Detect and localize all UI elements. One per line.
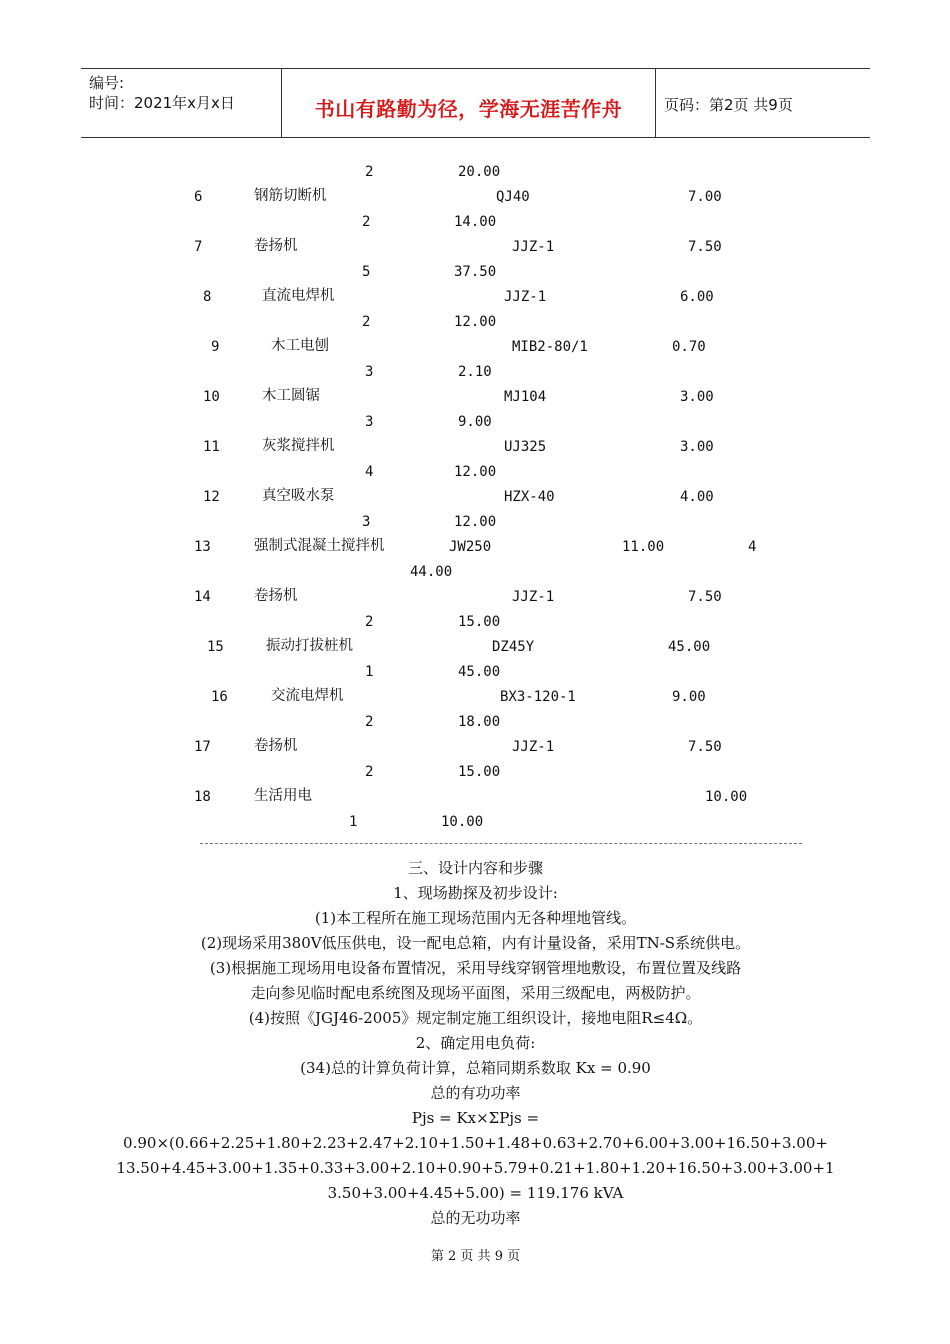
- row-power: 7.00: [688, 189, 722, 205]
- row-num: 14: [194, 589, 211, 605]
- formula-line: 3.50+3.00+4.45+5.00) = 119.176 kVA: [327, 1184, 624, 1202]
- row-total: 14.00: [454, 214, 497, 230]
- row-total: 2.10: [458, 364, 492, 380]
- row-num: 6: [194, 189, 203, 205]
- row-num: 9: [211, 339, 220, 355]
- row-num: 10: [203, 389, 220, 405]
- row-power: 45.00: [668, 639, 711, 655]
- row-qty: 2: [365, 164, 374, 180]
- paragraph: (34)总的计算负荷计算，总箱同期系数取 Kx = 0.90: [300, 1059, 651, 1077]
- row-qty: 2: [365, 714, 374, 730]
- row-total: 20.00: [458, 164, 501, 180]
- paragraph: (2)现场采用380V低压供电，设一配电总箱，内有计量设备，采用TN-S系统供电。: [200, 934, 751, 952]
- row-qty: 1: [365, 664, 374, 680]
- row-model: DZ45Y: [492, 639, 535, 655]
- row-total: 12.00: [454, 314, 497, 330]
- row-qty: 5: [362, 264, 371, 280]
- row-total: 15.00: [458, 764, 501, 780]
- row-name: 木工电刨: [271, 338, 329, 354]
- page-header: [81, 68, 870, 138]
- row-model: JW250: [449, 539, 492, 555]
- row-name: 灰浆搅拌机: [262, 438, 335, 454]
- row-power: 6.00: [680, 289, 714, 305]
- row-model: UJ325: [504, 439, 547, 455]
- page-label: 页码：第2页 共9页: [664, 96, 793, 114]
- row-qty: 3: [365, 364, 374, 380]
- row-name: 钢筋切断机: [254, 188, 327, 204]
- row-num: 7: [194, 239, 203, 255]
- row-name: 直流电焊机: [262, 288, 335, 304]
- row-qty: 3: [365, 414, 374, 430]
- row-power: 10.00: [705, 789, 748, 805]
- row-power: 9.00: [672, 689, 706, 705]
- paragraph: (3)根据施工现场用电设备布置情况，采用导线穿钢管埋地敷设，布置位置及线路: [209, 959, 742, 977]
- row-name: 真空吸水泵: [262, 488, 335, 504]
- row-model: MJ104: [504, 389, 547, 405]
- paragraph: (1)本工程所在施工现场范围内无各种埋地管线。: [314, 909, 637, 927]
- dashed-separator: [200, 843, 802, 844]
- row-power: 7.50: [688, 589, 722, 605]
- row-name: 强制式混凝土搅拌机: [254, 538, 385, 554]
- row-power: 3.00: [680, 439, 714, 455]
- header-motto-cell: [282, 69, 656, 137]
- row-total: 18.00: [458, 714, 501, 730]
- row-num: 18: [194, 789, 211, 805]
- paragraph: 总的有功功率: [430, 1084, 521, 1102]
- header-meta: [81, 69, 282, 137]
- row-name: 交流电焊机: [271, 688, 344, 704]
- row-name: 卷扬机: [254, 738, 298, 754]
- row-qty: 2: [362, 314, 371, 330]
- subsection-title: 1、现场勘探及初步设计:: [393, 884, 558, 902]
- time-label: 时间：2021年x月x日: [89, 94, 235, 112]
- row-qty: 4: [748, 539, 757, 555]
- page-footer: 第 2 页 共 9 页: [430, 1249, 521, 1264]
- row-qty: 2: [365, 614, 374, 630]
- paragraph: (4)按照《JGJ46-2005》规定制定施工组织设计，接地电阻R≤4Ω。: [248, 1009, 703, 1027]
- row-name: 振动打拔桩机: [266, 638, 353, 654]
- paragraph: 走向参见临时配电系统图及现场平面图，采用三级配电，两极防护。: [250, 984, 701, 1002]
- row-model: QJ40: [496, 189, 530, 205]
- row-model: JJZ-1: [512, 239, 555, 255]
- row-model: JJZ-1: [504, 289, 547, 305]
- row-total: 45.00: [458, 664, 501, 680]
- row-power: 4.00: [680, 489, 714, 505]
- row-power: 11.00: [622, 539, 665, 555]
- paragraph: 总的无功功率: [430, 1209, 521, 1227]
- row-total: 37.50: [454, 264, 497, 280]
- header-page-cell: [656, 69, 870, 137]
- row-total: 12.00: [454, 464, 497, 480]
- row-model: JJZ-1: [512, 739, 555, 755]
- row-name: 木工圆锯: [262, 388, 320, 404]
- row-power: 3.00: [680, 389, 714, 405]
- row-power: 0.70: [672, 339, 706, 355]
- formula-line: 0.90×(0.66+2.25+1.80+2.23+2.47+2.10+1.50+1.48+0.63+2.70+6.00+3.00+16.50+3.00+: [123, 1134, 828, 1152]
- formula-line: 13.50+4.45+3.00+1.35+0.33+3.00+2.10+0.90+5.79+0.21+1.80+1.20+16.50+3.00+3.00+1: [116, 1159, 835, 1177]
- row-num: 16: [211, 689, 228, 705]
- row-qty: 3: [362, 514, 371, 530]
- row-qty: 2: [365, 764, 374, 780]
- formula: Pjs = Kx×ΣPjs =: [411, 1109, 540, 1127]
- row-total: 9.00: [458, 414, 492, 430]
- row-qty: 4: [365, 464, 374, 480]
- row-qty: 1: [349, 814, 358, 830]
- section-title: 三、设计内容和步骤: [407, 859, 543, 877]
- row-power: 7.50: [688, 739, 722, 755]
- row-total: 15.00: [458, 614, 501, 630]
- row-num: 12: [203, 489, 220, 505]
- row-model: JJZ-1: [512, 589, 555, 605]
- code-label: 编号:: [89, 74, 125, 92]
- row-num: 17: [194, 739, 211, 755]
- subsection-title: 2、确定用电负荷:: [415, 1034, 536, 1052]
- row-name: 卷扬机: [254, 238, 298, 254]
- row-model: BX3-120-1: [500, 689, 576, 705]
- row-total: 10.00: [441, 814, 484, 830]
- row-num: 11: [203, 439, 220, 455]
- row-total: 12.00: [454, 514, 497, 530]
- row-name: 卷扬机: [254, 588, 298, 604]
- row-num: 15: [207, 639, 224, 655]
- row-qty: 2: [362, 214, 371, 230]
- motto: 书山有路勤为径，学海无涯苦作舟: [314, 97, 623, 121]
- row-total: 44.00: [410, 564, 453, 580]
- row-model: HZX-40: [504, 489, 555, 505]
- row-num: 8: [203, 289, 212, 305]
- row-name: 生活用电: [254, 788, 312, 804]
- row-num: 13: [194, 539, 211, 555]
- row-power: 7.50: [688, 239, 722, 255]
- row-model: MIB2-80/1: [512, 339, 588, 355]
